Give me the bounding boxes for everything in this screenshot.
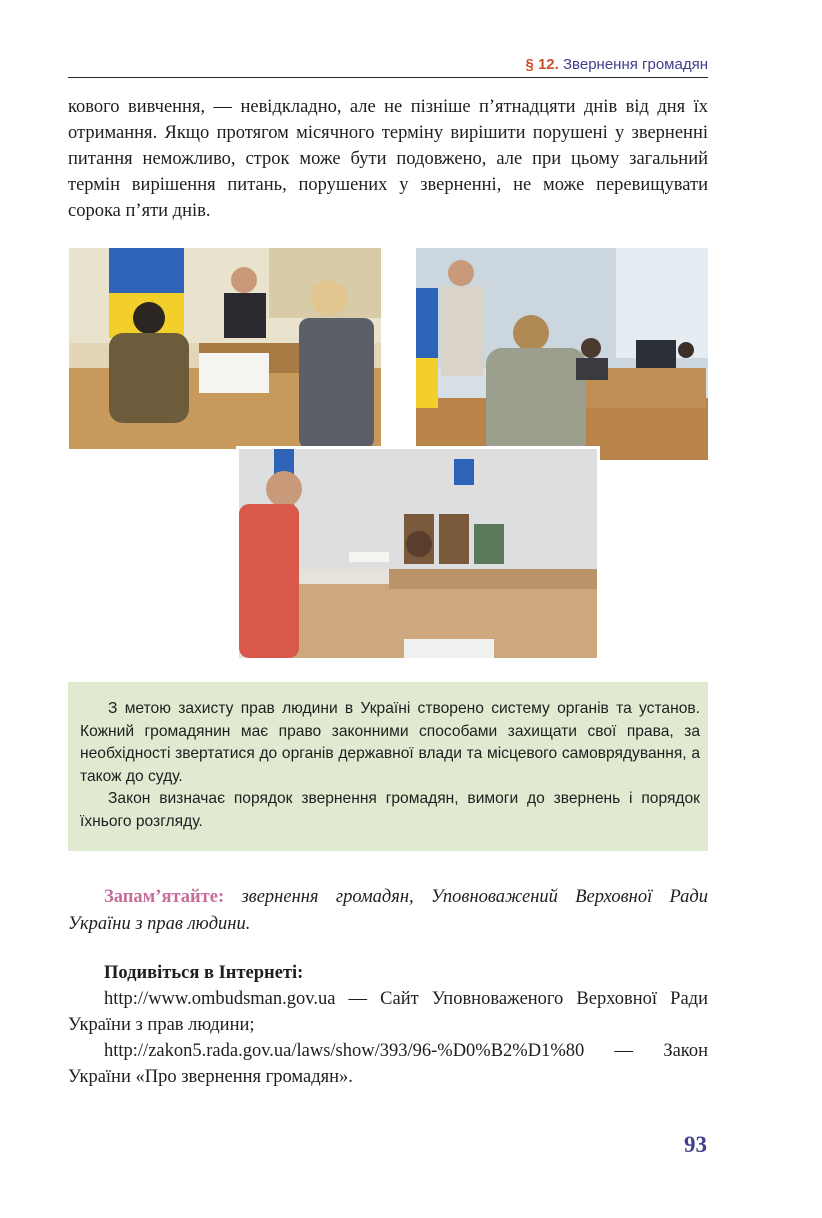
info-box	[68, 682, 708, 851]
remember-terms: звернення громадян, Уповноважений Верховної Ради України з прав людини.	[68, 887, 708, 934]
section-number: § 12.	[525, 56, 559, 73]
link-desc-2: Закон України «Про звернення громадян».	[68, 1041, 708, 1087]
link-separator: —	[584, 1041, 664, 1061]
running-header	[68, 55, 708, 78]
body-paragraph: кового вивчення, — невідкладно, але не пізніше п’ятнадцяти днів від дня їх отримання. Якщо протягом місячного терміну вирішити порушені у зверненні питання неможливо, строк може бути подовжено, але при цьому загальний термін вирішення питань, порушених у зверненні, не може перевищувати сорока п’яти днів.	[68, 97, 708, 221]
photo-court-hearing	[416, 248, 708, 460]
internet-section	[68, 960, 708, 1090]
photo-citizen-reception	[69, 248, 381, 449]
section-title: Звернення громадян	[563, 56, 708, 73]
link-desc-1: Сайт Уповноваженого Верховної Ради України з прав людини;	[68, 989, 708, 1035]
link-url-1[interactable]: http://www.ombudsman.gov.ua	[104, 989, 336, 1009]
remember-block	[68, 884, 708, 938]
photo-document-submission	[236, 446, 600, 661]
link-url-2[interactable]: http://zakon5.rada.gov.ua/laws/show/393/96-%D0%B2%D1%80	[104, 1041, 585, 1061]
internet-heading: Подивіться в Інтернеті:	[104, 963, 304, 983]
remember-label: Запам’ятайте:	[104, 887, 225, 907]
info-paragraph-2: Закон визначає порядок звернення громадян, вимоги до звернень і порядок їхнього розгляду.	[80, 790, 700, 830]
internet-link-1	[68, 986, 708, 1038]
internet-link-2	[68, 1038, 708, 1090]
link-separator: —	[335, 989, 381, 1009]
page-number: 93	[684, 1132, 707, 1157]
info-paragraph-1: З метою захисту прав людини в Україні створено систему органів та установ. Кожний громадянин має право законними способами захищати свої права, за необхідності звертатися до органів державної влади та місцевого самоврядування, а також до суду.	[80, 700, 700, 785]
